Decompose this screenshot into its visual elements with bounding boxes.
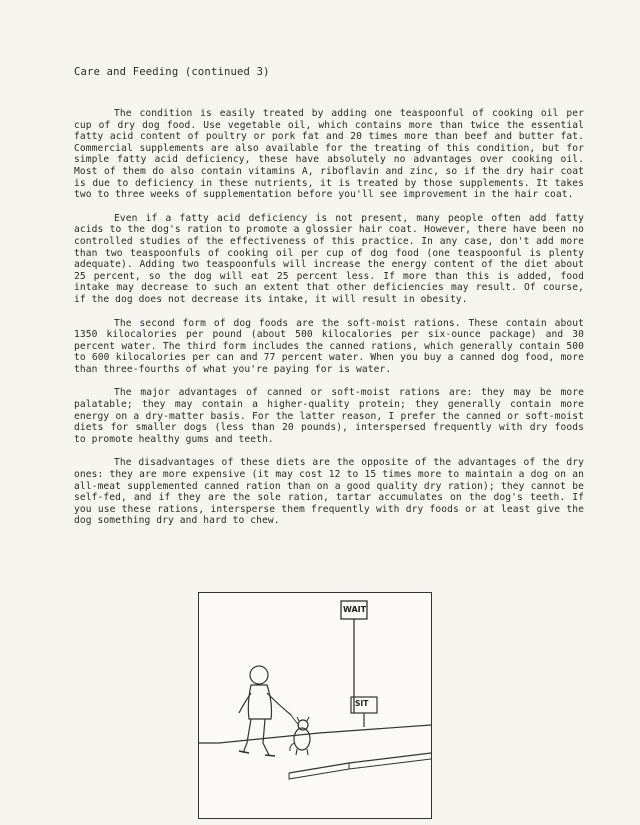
cartoon-drawing — [199, 593, 431, 818]
paragraph-3: The second form of dog foods are the soft-moist rations. These contain about 1350 kilocalories per pound (about 500 kilocalories per six-ounce package) and 30 percent water. The third form includes the canned rations, which generally contain 500 to 600 kilocalories per can and 77 percent water. When you buy a canned dog food, more than three-fourths of what you're paying for is water. — [74, 317, 584, 375]
paragraph-1: The condition is easily treated by adding one teaspoonful of cooking oil per cup of dry dog food. Use vegetable oil, which contains more than twice the essential fatty acid content of poultry or pork fat and 20 times more than beef and butter fat. Commercial supplements are also available for the treating of this condition, but for simple fatty acid deficiency, these have absolutely no advantages over cooking oil. Most of them do also contain vitamins A, riboflavin and zinc, so if the dry hair coat is due to deficiency in these nutrients, it is treated by those supplements. It takes two to three weeks of supplementation before you'll see improvement in the hair coat. — [74, 108, 584, 201]
wait-sign-label: WAIT — [343, 605, 367, 614]
cartoon-illustration — [198, 592, 432, 819]
body-text — [74, 108, 584, 539]
paragraph-4: The major advantages of canned or soft-moist rations are: they may be more palatable; they may contain a higher-quality protein; they generally contain more energy on a dry-matter basis. For the latter reason, I prefer the canned or soft-moist diets for smaller dogs (less than 20 pounds), interspersed frequently with dry foods to promote healthy gums and teeth. — [74, 387, 584, 445]
paragraph-2: Even if a fatty acid deficiency is not present, many people often add fatty acids to the dog's ration to promote a glossier hair coat. However, there have been no controlled studies of the effectiveness of this practice. In any case, don't add more than two teaspoonfuls of cooking oil per cup of dog food (one teaspoonful is plenty adequate). Adding two teaspoonfuls will increase the energy content of the diet about 25 percent, so the dog will eat 25 percent less. If more than this is added, food intake may decrease to such an extent that other deficiencies may result. Of course, if the dog does not decrease its intake, it will result in obesity. — [74, 212, 584, 305]
sit-sign-label: SIT — [355, 699, 369, 708]
paragraph-5: The disadvantages of these diets are the opposite of the advantages of the dry ones: they are more expensive (it may cost 12 to 15 times more to maintain a dog on an all-meat supplemented canned ration than on a good quality dry ration); they cannot be self-fed, and if they are the sole ration, tartar accumulates on the dog's teeth. If you use these rations, intersperse them frequently with dry foods or at least give the dog something dry and hard to chew. — [74, 457, 584, 527]
page-header: Care and Feeding (continued 3) — [74, 66, 270, 78]
